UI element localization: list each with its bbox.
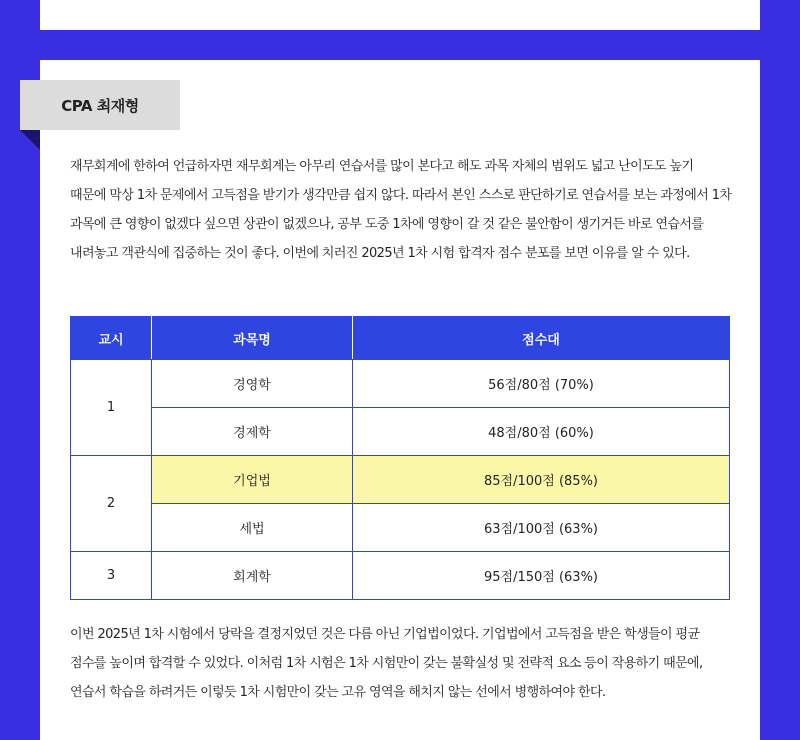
top-card — [40, 0, 760, 30]
score-cell: 63점/100점 (63%) — [353, 504, 730, 552]
section-tag: CPA 최재형 — [20, 80, 180, 130]
header-score: 점수대 — [353, 317, 730, 360]
subject-cell: 경영학 — [152, 360, 353, 408]
tag-fold-decoration — [20, 130, 40, 150]
period-cell: 2 — [71, 456, 152, 552]
score-cell: 48점/80점 (60%) — [353, 408, 730, 456]
score-cell: 85점/100점 (85%) — [353, 456, 730, 504]
subject-cell: 기업법 — [152, 456, 353, 504]
header-period: 교시 — [71, 317, 152, 360]
subject-cell: 세법 — [152, 504, 353, 552]
period-cell: 3 — [71, 552, 152, 600]
period-cell: 1 — [71, 360, 152, 456]
score-cell: 95점/150점 (63%) — [353, 552, 730, 600]
table-row — [71, 408, 730, 456]
score-table — [70, 316, 730, 600]
table-row — [71, 504, 730, 552]
conclusion-paragraph: 이번 2025년 1차 시험에서 당락을 결정지었던 것은 다름 아닌 기업법이었다. 기업법에서 고득점을 받은 학생들이 평균 점수를 높이며 합격할 수 있었다. 이처럼 1차 시험은 1차 시험만이 갖는 불확실성 및 전략적 요소 등이 작용하기 때문에, 연습서 학습을 하려거든 이렇듯 1차 시험만이 갖는 고유 영역을 해치지 않는 선에서 병행하여야 한다. — [70, 627, 703, 700]
subject-cell: 회계학 — [152, 552, 353, 600]
table-header-row — [71, 317, 730, 360]
header-subject: 과목명 — [152, 317, 353, 360]
subject-cell: 경제학 — [152, 408, 353, 456]
table-row — [71, 552, 730, 600]
table-row-highlighted — [71, 456, 730, 504]
score-cell: 56점/80점 (70%) — [353, 360, 730, 408]
table-row — [71, 360, 730, 408]
intro-paragraph: 재무회계에 한하여 언급하자면 재무회계는 아무리 연습서를 많이 본다고 해도 과목 자체의 범위도 넓고 난이도도 높기 때문에 막상 1차 문제에서 고득점을 받기가 생각만큼 쉽지 않다. 따라서 본인 스스로 판단하기로 연습서를 보는 과정에서 1차 과목에 큰 영향이 없겠다 싶으면 상관이 없겠으나, 공부 도중 1차에 영향이 갈 것 같은 불안함이 생기거든 바로 연습서를 내려놓고 객관식에 집중하는 것이 좋다. 이번에 치러진 2025년 1차 시험 합격자 점수 분포를 보면 이유를 알 수 있다. — [70, 159, 732, 261]
